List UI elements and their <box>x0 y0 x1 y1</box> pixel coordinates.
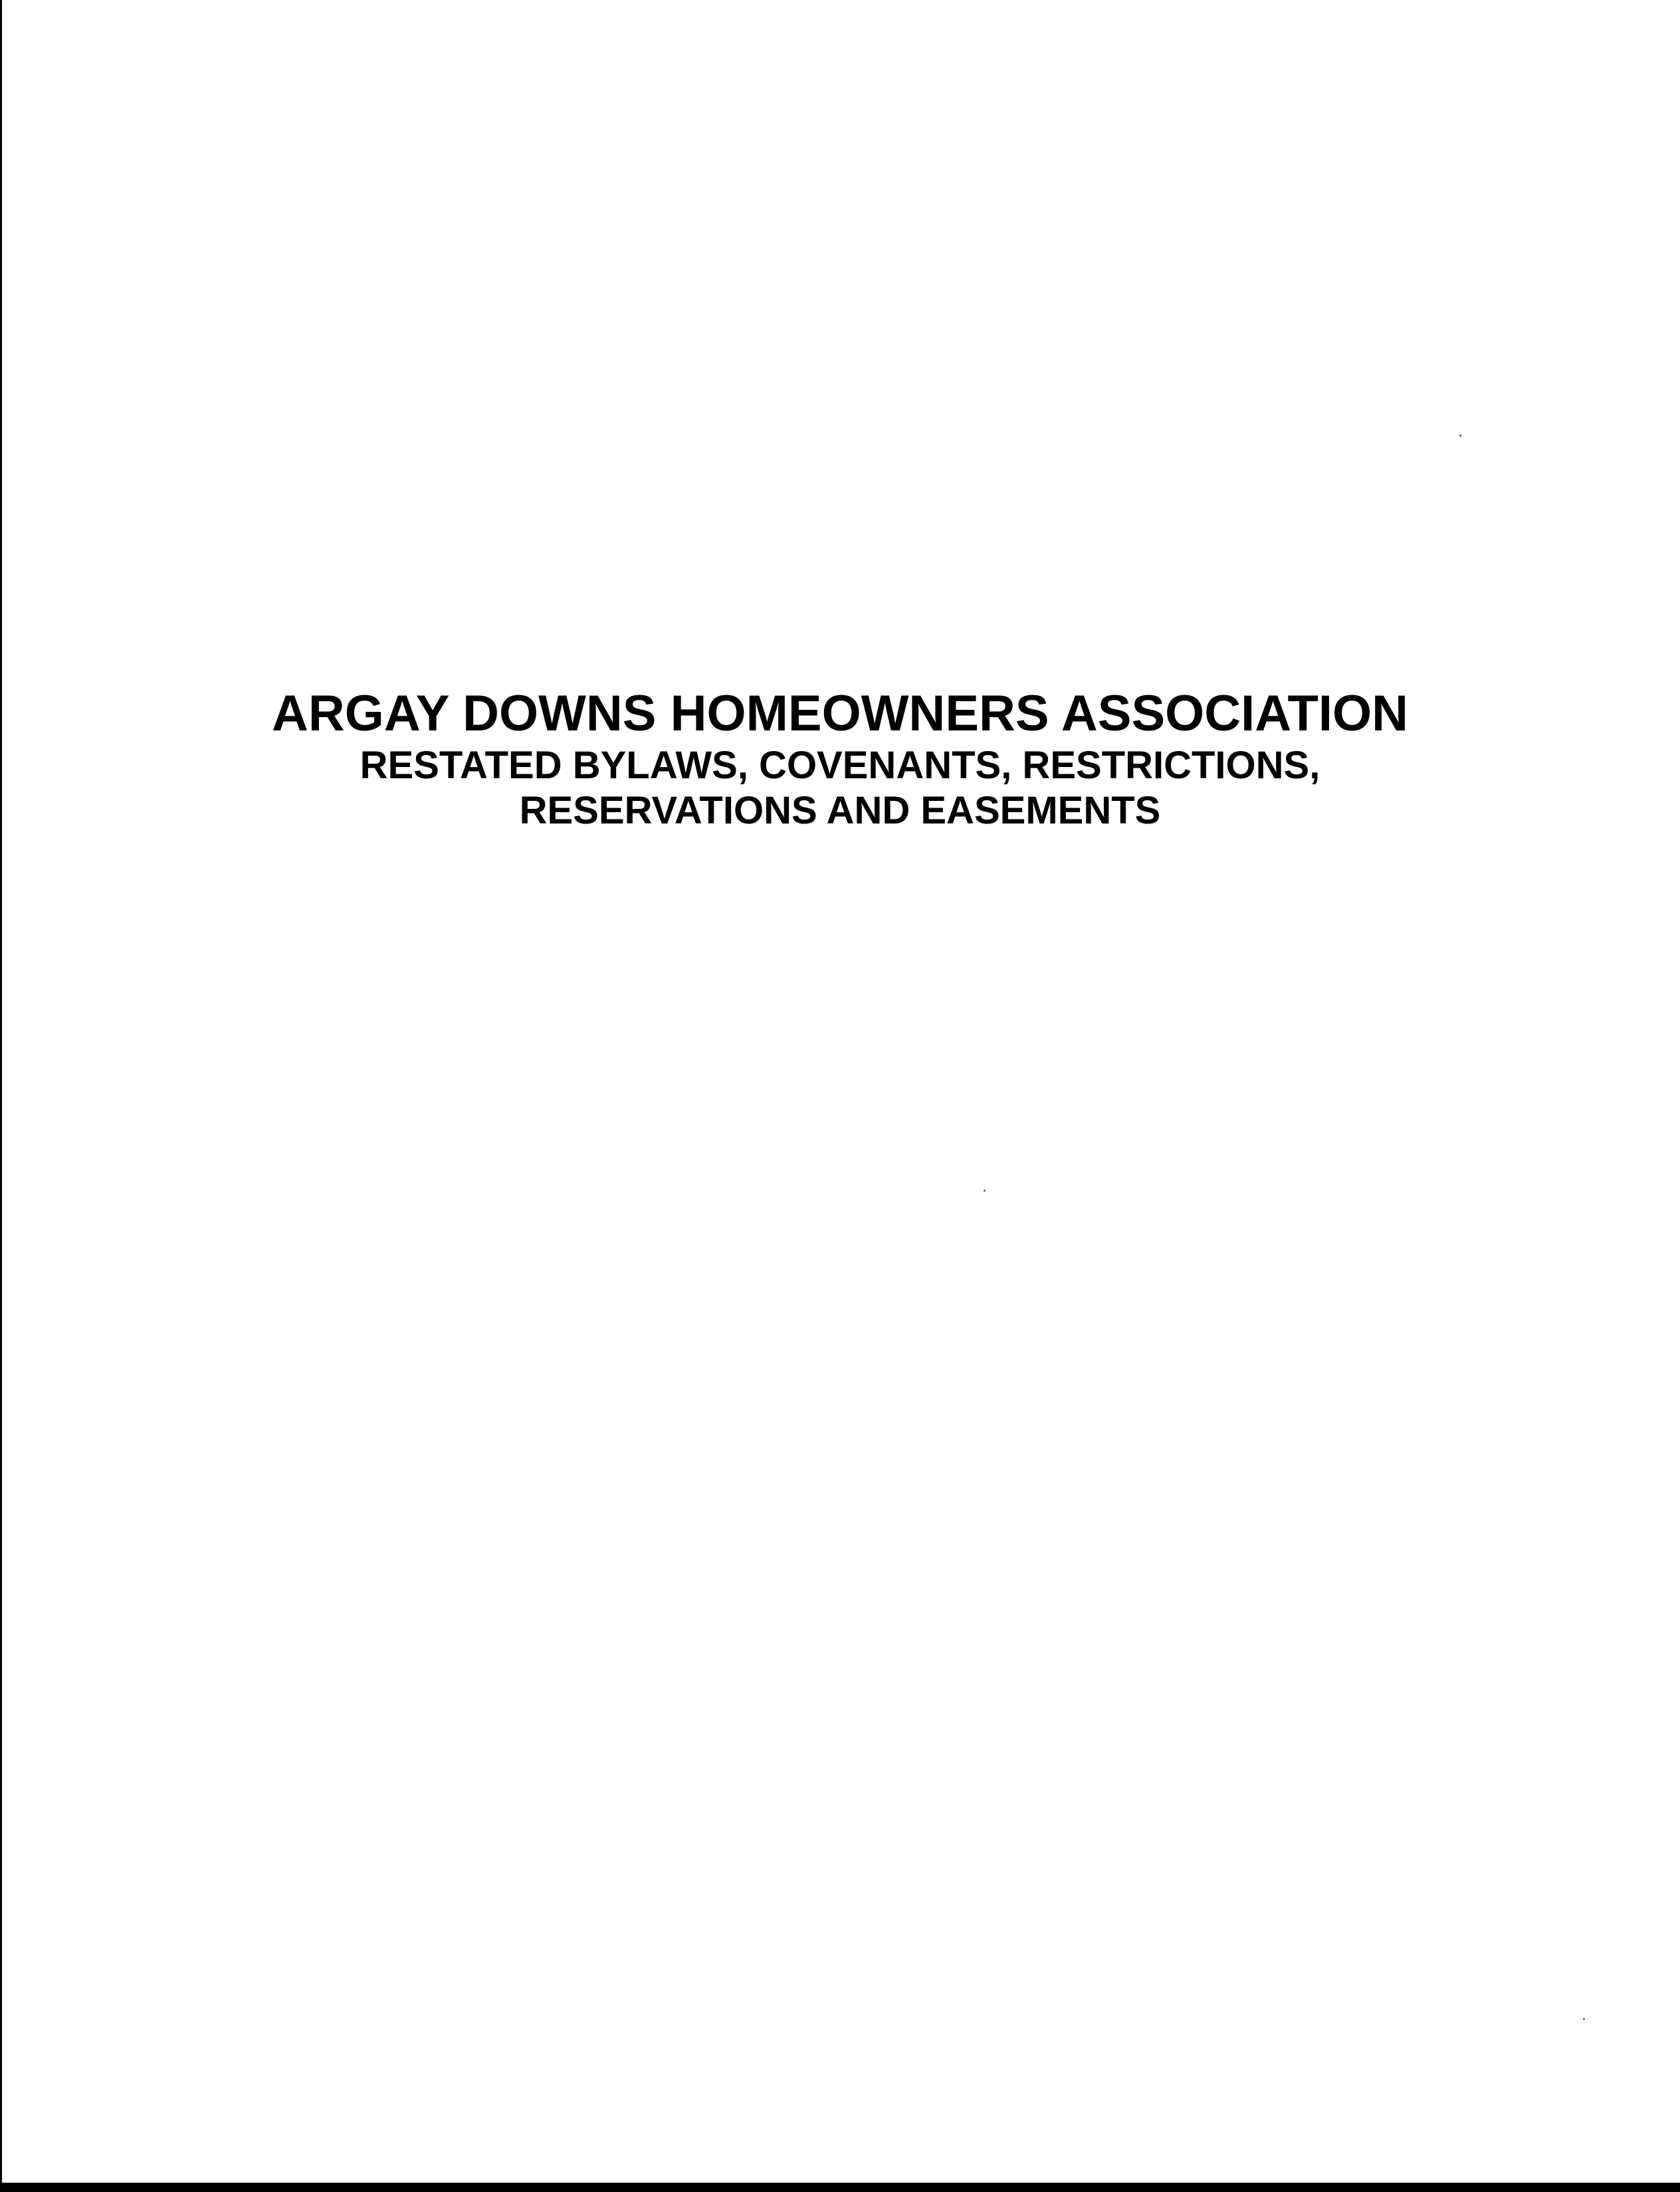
scan-left-border <box>0 0 2 2192</box>
document-subtitle-line-2: RESERVATIONS AND EASEMENTS <box>519 789 1161 832</box>
scan-bottom-border <box>0 2183 1680 2192</box>
scan-speck <box>984 1190 986 1192</box>
document-subtitle-line-1: RESTATED BYLAWS, COVENANTS, RESTRICTIONS, <box>360 744 1320 787</box>
title-block <box>0 685 1680 833</box>
document-title: ARGAY DOWNS HOMEOWNERS ASSOCIATION <box>271 685 1409 742</box>
scan-speck <box>1459 435 1461 437</box>
scan-speck <box>1583 2018 1585 2020</box>
